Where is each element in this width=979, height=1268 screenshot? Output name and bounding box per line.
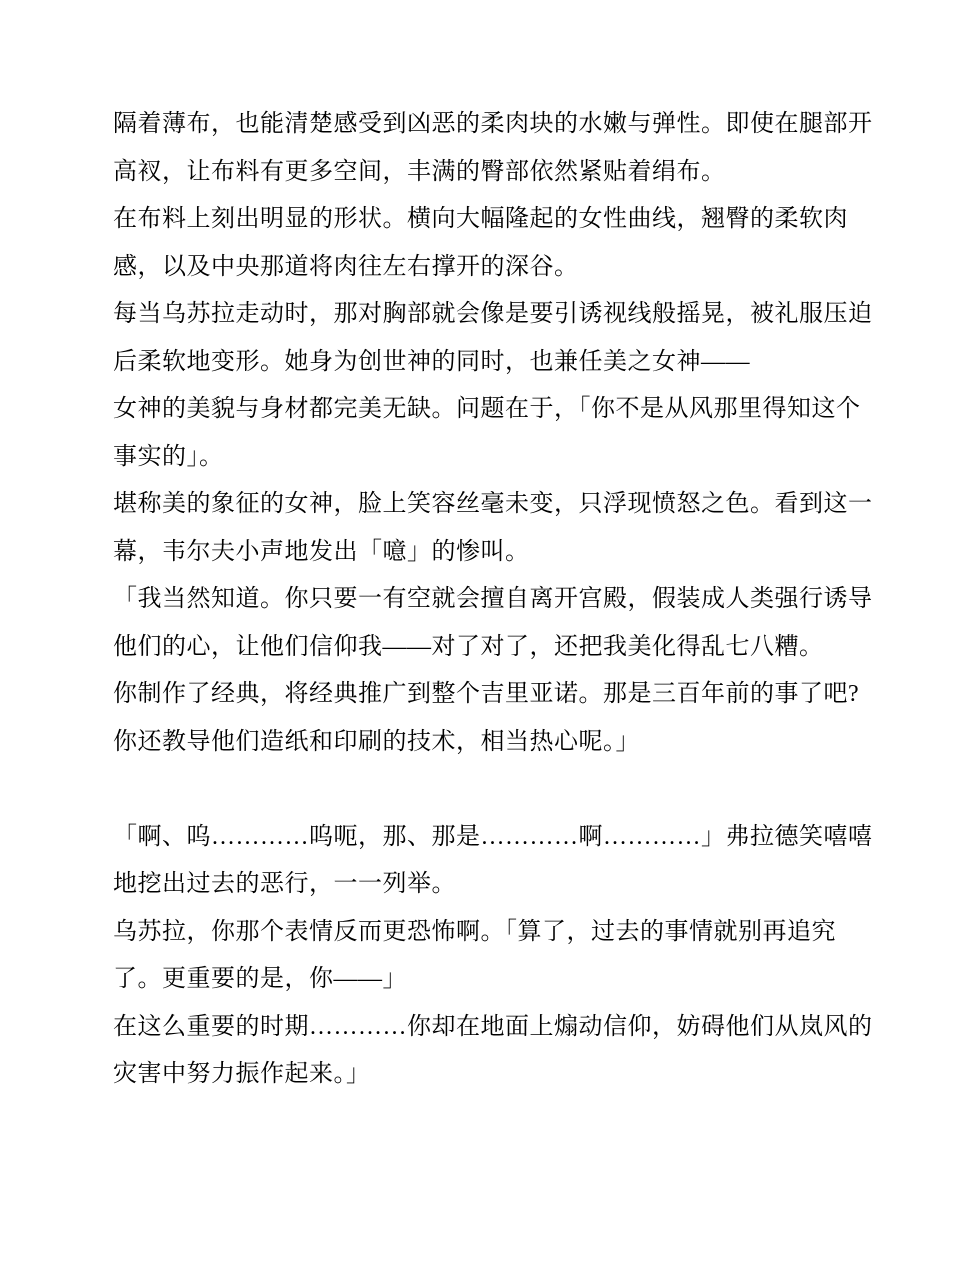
paragraph: 你制作了经典，将经典推广到整个吉里亚诺。那是三百年前的事了吧?你还教导他们造纸和印刷的技术，相当热心呢。」: [113, 681, 860, 755]
paragraph: 在布料上刻出明显的形状。横向大幅隆起的女性曲线，翘臀的柔软肉感，以及中央那道将肉往左右撑开的深谷。: [113, 206, 848, 280]
paragraph: 「我当然知道。你只要一有空就会擅自离开宫殿，假装成人类强行诱导他们的心，让他们信仰我——对了对了，还把我美化得乱七八糟。: [113, 586, 873, 660]
paragraph: 「啊、呜…………呜呃，那、那是…………啊…………」弗拉德笑嘻嘻地挖出过去的恶行，一一列举。: [113, 823, 873, 897]
paragraph: 堪称美的象征的女神，脸上笑容丝毫未变，只浮现愤怒之色。看到这一幕，韦尔夫小声地发出「噫」的惨叫。: [113, 491, 873, 565]
paragraph: 女神的美貌与身材都完美无缺。问题在于，「你不是从风那里得知这个事实的」。: [113, 396, 861, 470]
paragraph: 隔着薄布，也能清楚感受到凶恶的柔肉块的水嫩与弹性。即使在腿部开高衩，让布料有更多空间，丰满的臀部依然紧贴着绢布。: [113, 111, 873, 185]
paragraph: 每当乌苏拉走动时，那对胸部就会像是要引诱视线般摇晃，被礼服压迫后柔软地变形。她身为创世神的同时，也兼任美之女神——: [113, 301, 873, 375]
paragraph: 乌苏拉，你那个表情反而更恐怖啊。「算了，过去的事情就别再追究了。更重要的是，你——」: [113, 918, 836, 992]
paragraph: 在这么重要的时期…………你却在地面上煽动信仰，妨碍他们从岚风的灾害中努力振作起来。」: [113, 1013, 873, 1087]
text-block: [113, 101, 875, 1099]
paragraph-spacer: [113, 766, 875, 814]
